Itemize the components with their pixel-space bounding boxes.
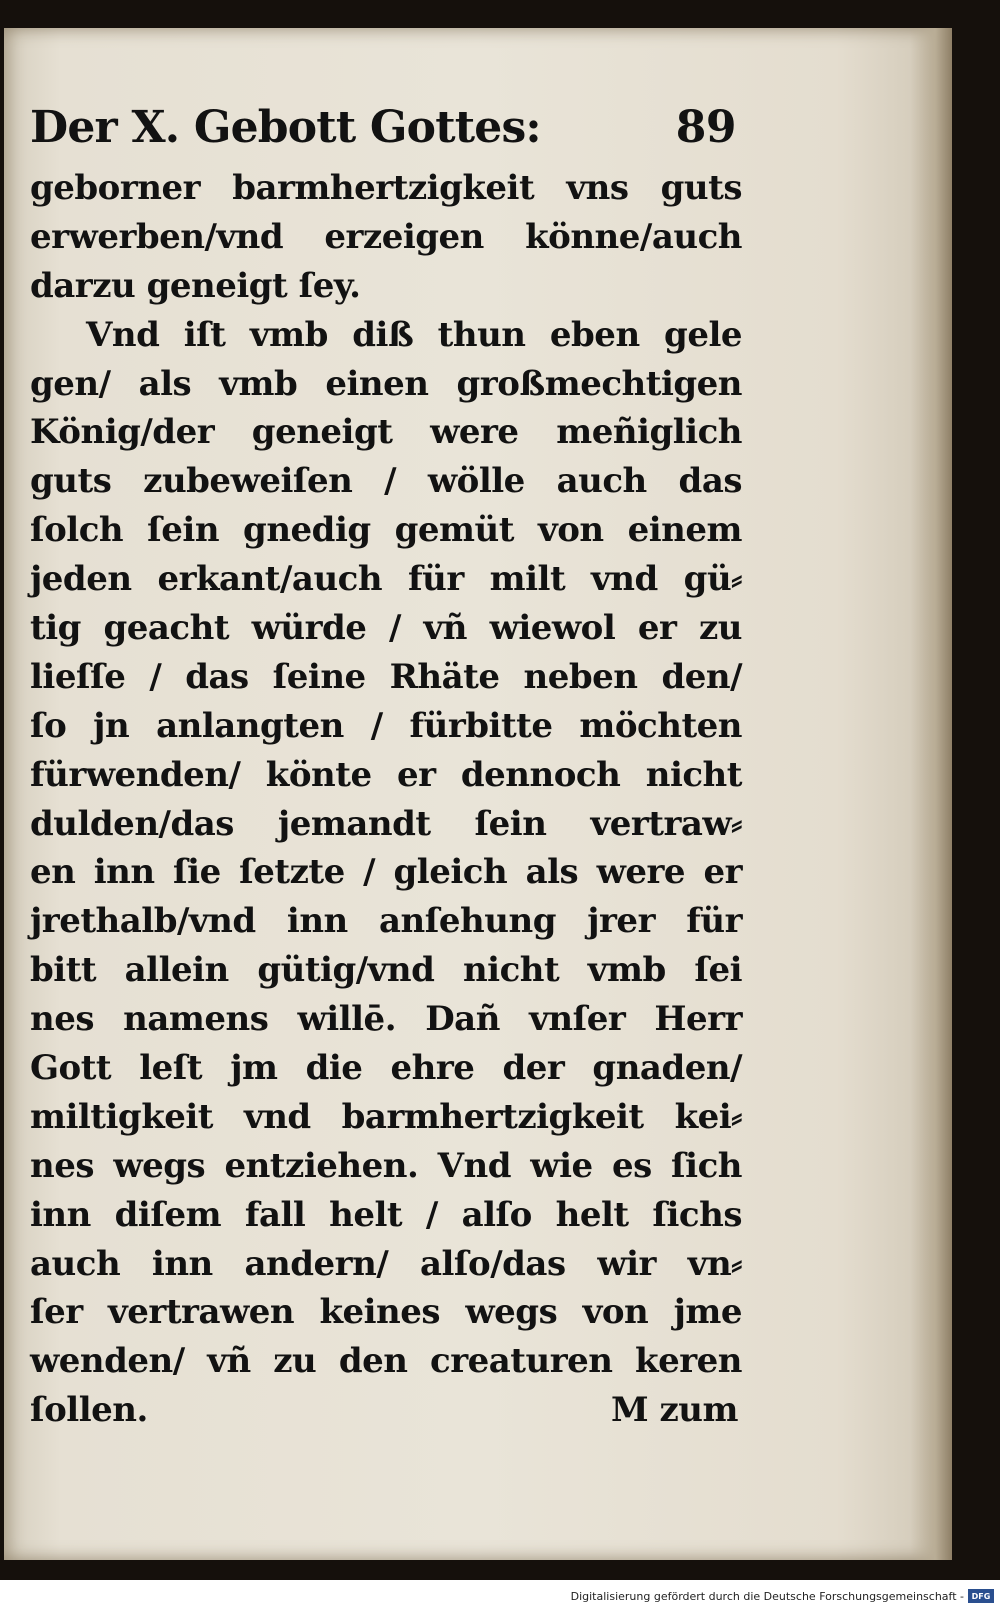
text-line: erwerben/vnd erzeigen könne/auch <box>30 216 742 257</box>
text-line: tig geacht würde / vñ wiewol er zu <box>30 608 742 649</box>
text-line: gen/ als vmb einen großmechtigen <box>30 363 742 404</box>
text-line: guts zubeweiſen / wölle auch das <box>30 461 742 502</box>
text-line: miltigkeit vnd barmhertzigkeit kei⸗ <box>30 1096 742 1137</box>
text-line: fürwenden/ könte er dennoch nicht <box>30 754 742 795</box>
running-header <box>30 98 742 164</box>
text-line: nes namens willē. Dañ vnſer Herr <box>30 999 742 1040</box>
catchword: M zum <box>611 1390 738 1431</box>
dfg-logo: DFG <box>968 1589 994 1603</box>
last-line-text: ſollen. <box>30 1390 148 1431</box>
page-number: 89 <box>675 102 736 153</box>
last-line <box>30 1386 742 1435</box>
page-edge-shadow <box>910 28 952 1560</box>
text-line: inn diſem fall helt / alſo helt ſichs <box>30 1194 742 1235</box>
text-line: en inn ſie ſetzte / gleich als were er <box>30 852 742 893</box>
footer-credit: Digitalisierung gefördert durch die Deutsche Forschungsgemeinschaft - <box>570 1590 964 1603</box>
text-line: wenden/ vñ zu den creaturen keren <box>30 1341 742 1382</box>
page-text <box>30 98 742 1435</box>
text-line: geborner barmhertzigkeit vns guts <box>30 168 742 208</box>
text-line: dulden/das jemandt ſein vertraw⸗ <box>30 803 742 844</box>
text-line: jeden erkant/auch für milt vnd gü⸗ <box>30 559 742 600</box>
text-line: bitt allein gütig/vnd nicht vmb ſei <box>30 950 742 991</box>
text-line: auch inn andern/ alſo/das wir vn⸗ <box>30 1243 742 1284</box>
text-line: nes wegs entziehen. Vnd wie es ſich <box>30 1145 742 1186</box>
text-line: König/der geneigt were meñiglich <box>30 412 742 453</box>
text-line: Vnd iſt vmb diß thun eben gele <box>86 314 742 355</box>
text-line: ſer vertrawen keines wegs von jme <box>30 1292 742 1333</box>
running-title: Der X. Gebott Gottes: <box>30 102 541 153</box>
text-line: Gott leſt jm die ehre der gnaden/ <box>30 1048 742 1089</box>
text-line: ſo jn anlangten / fürbitte möchten <box>30 705 742 746</box>
text-line: ſolch ſein gnedig gemüt von einem <box>30 510 742 551</box>
digitization-footer <box>0 1580 1000 1616</box>
text-line: lieſſe / das ſeine Rhäte neben den/ <box>30 656 742 697</box>
text-line: jrethalb/vnd inn anſehung jrer für <box>30 901 742 942</box>
text-line: darzu geneigt ſey. <box>30 265 361 306</box>
